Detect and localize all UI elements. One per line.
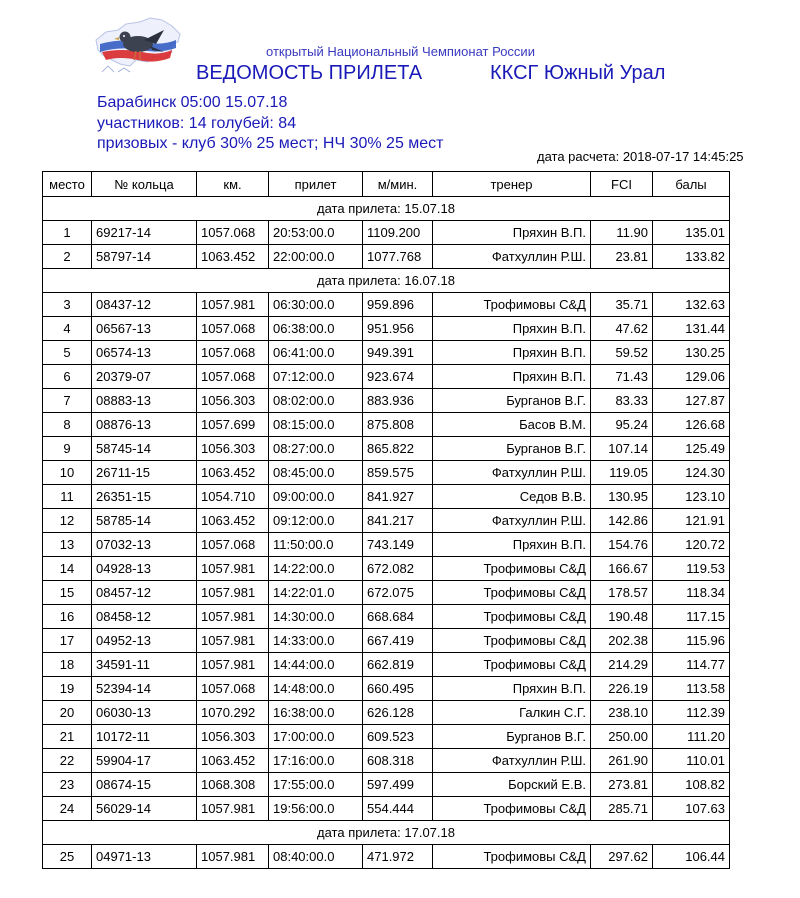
- cell-ring: 58785-14: [92, 509, 197, 533]
- cell-points: 118.34: [653, 581, 730, 605]
- cell-fci: 83.33: [591, 389, 653, 413]
- table-row: [43, 773, 730, 797]
- cell-arrival: 08:02:00.0: [269, 389, 363, 413]
- cell-arrival: 06:38:00.0: [269, 317, 363, 341]
- cell-speed: 959.896: [363, 293, 433, 317]
- cell-arrival: 07:12:00.0: [269, 365, 363, 389]
- cell-ring: 08876-13: [92, 413, 197, 437]
- pigeon-russia-flag-icon: [92, 10, 184, 78]
- cell-points: 111.20: [653, 725, 730, 749]
- cell-place: 23: [43, 773, 92, 797]
- cell-trainer: Борский Е.В.: [433, 773, 591, 797]
- cell-km: 1056.303: [197, 437, 269, 461]
- cell-speed: 1077.768: [363, 245, 433, 269]
- cell-speed: 883.936: [363, 389, 433, 413]
- cell-ring: 56029-14: [92, 797, 197, 821]
- cell-trainer: Трофимовы С&Д: [433, 605, 591, 629]
- table-row: [43, 605, 730, 629]
- cell-place: 15: [43, 581, 92, 605]
- column-header-place: место: [43, 172, 92, 197]
- cell-place: 4: [43, 317, 92, 341]
- prizes-info: призовых - клуб 30% 25 мест; НЧ 30% 25 мест: [97, 135, 444, 152]
- cell-km: 1057.981: [197, 605, 269, 629]
- cell-points: 121.91: [653, 509, 730, 533]
- cell-km: 1057.068: [197, 317, 269, 341]
- table-row: [43, 629, 730, 653]
- cell-km: 1057.699: [197, 413, 269, 437]
- cell-arrival: 08:15:00.0: [269, 413, 363, 437]
- cell-points: 125.49: [653, 437, 730, 461]
- championship-subtitle: открытый Национальный Чемпионат России: [266, 44, 535, 59]
- results-body: [43, 197, 730, 869]
- cell-trainer: Трофимовы С&Д: [433, 293, 591, 317]
- cell-trainer: Пряхин В.П.: [433, 221, 591, 245]
- cell-place: 8: [43, 413, 92, 437]
- cell-ring: 58745-14: [92, 437, 197, 461]
- cell-ring: 58797-14: [92, 245, 197, 269]
- cell-trainer: Трофимовы С&Д: [433, 797, 591, 821]
- table-row: [43, 725, 730, 749]
- table-row: [43, 533, 730, 557]
- cell-ring: 07032-13: [92, 533, 197, 557]
- cell-fci: 250.00: [591, 725, 653, 749]
- cell-points: 117.15: [653, 605, 730, 629]
- cell-speed: 865.822: [363, 437, 433, 461]
- cell-speed: 859.575: [363, 461, 433, 485]
- cell-speed: 951.956: [363, 317, 433, 341]
- cell-place: 12: [43, 509, 92, 533]
- cell-fci: 285.71: [591, 797, 653, 821]
- cell-ring: 08437-12: [92, 293, 197, 317]
- cell-fci: 154.76: [591, 533, 653, 557]
- cell-points: 127.87: [653, 389, 730, 413]
- column-header-speed: м/мин.: [363, 172, 433, 197]
- cell-points: 135.01: [653, 221, 730, 245]
- cell-fci: 226.19: [591, 677, 653, 701]
- cell-trainer: Трофимовы С&Д: [433, 653, 591, 677]
- cell-arrival: 16:38:00.0: [269, 701, 363, 725]
- cell-fci: 59.52: [591, 341, 653, 365]
- cell-place: 14: [43, 557, 92, 581]
- cell-km: 1070.292: [197, 701, 269, 725]
- cell-speed: 609.523: [363, 725, 433, 749]
- cell-fci: 142.86: [591, 509, 653, 533]
- cell-place: 10: [43, 461, 92, 485]
- cell-trainer: Пряхин В.П.: [433, 533, 591, 557]
- cell-place: 19: [43, 677, 92, 701]
- cell-ring: 04971-13: [92, 845, 197, 869]
- cell-arrival: 14:44:00.0: [269, 653, 363, 677]
- cell-speed: 841.217: [363, 509, 433, 533]
- cell-ring: 04952-13: [92, 629, 197, 653]
- cell-speed: 923.674: [363, 365, 433, 389]
- arrival-date-row: [43, 197, 730, 221]
- cell-trainer: Пряхин В.П.: [433, 317, 591, 341]
- cell-trainer: Трофимовы С&Д: [433, 581, 591, 605]
- cell-points: 107.63: [653, 797, 730, 821]
- cell-km: 1057.981: [197, 293, 269, 317]
- cell-speed: 554.444: [363, 797, 433, 821]
- table-row: [43, 437, 730, 461]
- cell-km: 1057.981: [197, 581, 269, 605]
- cell-arrival: 08:27:00.0: [269, 437, 363, 461]
- table-row: [43, 581, 730, 605]
- cell-km: 1057.981: [197, 845, 269, 869]
- cell-place: 13: [43, 533, 92, 557]
- cell-km: 1063.452: [197, 461, 269, 485]
- cell-points: 119.53: [653, 557, 730, 581]
- cell-points: 113.58: [653, 677, 730, 701]
- cell-speed: 672.075: [363, 581, 433, 605]
- cell-ring: 06030-13: [92, 701, 197, 725]
- column-header-km: км.: [197, 172, 269, 197]
- cell-speed: 949.391: [363, 341, 433, 365]
- cell-speed: 667.419: [363, 629, 433, 653]
- cell-ring: 04928-13: [92, 557, 197, 581]
- arrival-date-label: дата прилета: 16.07.18: [43, 269, 730, 293]
- cell-trainer: Трофимовы С&Д: [433, 845, 591, 869]
- cell-ring: 69217-14: [92, 221, 197, 245]
- cell-speed: 875.808: [363, 413, 433, 437]
- results-table: [42, 171, 730, 869]
- cell-km: 1057.068: [197, 533, 269, 557]
- cell-points: 123.10: [653, 485, 730, 509]
- cell-place: 2: [43, 245, 92, 269]
- cell-fci: 71.43: [591, 365, 653, 389]
- cell-speed: 672.082: [363, 557, 433, 581]
- cell-place: 5: [43, 341, 92, 365]
- cell-points: 124.30: [653, 461, 730, 485]
- cell-trainer: Бурганов В.Г.: [433, 389, 591, 413]
- cell-points: 106.44: [653, 845, 730, 869]
- arrival-date-label: дата прилета: 15.07.18: [43, 197, 730, 221]
- cell-fci: 297.62: [591, 845, 653, 869]
- club-name: ККСГ Южный Урал: [490, 62, 666, 84]
- cell-speed: 841.927: [363, 485, 433, 509]
- cell-speed: 668.684: [363, 605, 433, 629]
- cell-trainer: Фатхуллин Р.Ш.: [433, 509, 591, 533]
- cell-points: 130.25: [653, 341, 730, 365]
- cell-speed: 608.318: [363, 749, 433, 773]
- cell-arrival: 14:22:01.0: [269, 581, 363, 605]
- cell-km: 1054.710: [197, 485, 269, 509]
- table-row: [43, 413, 730, 437]
- cell-place: 18: [43, 653, 92, 677]
- table-row: [43, 797, 730, 821]
- table-row: [43, 845, 730, 869]
- table-row: [43, 557, 730, 581]
- cell-place: 17: [43, 629, 92, 653]
- cell-arrival: 06:41:00.0: [269, 341, 363, 365]
- cell-km: 1057.068: [197, 677, 269, 701]
- cell-arrival: 06:30:00.0: [269, 293, 363, 317]
- cell-points: 131.44: [653, 317, 730, 341]
- cell-place: 7: [43, 389, 92, 413]
- cell-arrival: 11:50:00.0: [269, 533, 363, 557]
- table-row: [43, 749, 730, 773]
- cell-speed: 743.149: [363, 533, 433, 557]
- table-row: [43, 293, 730, 317]
- cell-trainer: Бурганов В.Г.: [433, 437, 591, 461]
- race-info: Барабинск 05:00 15.07.18: [97, 94, 288, 111]
- cell-trainer: Пряхин В.П.: [433, 341, 591, 365]
- cell-trainer: Трофимовы С&Д: [433, 629, 591, 653]
- cell-fci: 178.57: [591, 581, 653, 605]
- cell-arrival: 09:00:00.0: [269, 485, 363, 509]
- cell-trainer: Пряхин В.П.: [433, 677, 591, 701]
- cell-km: 1057.068: [197, 221, 269, 245]
- cell-trainer: Пряхин В.П.: [433, 365, 591, 389]
- cell-arrival: 17:16:00.0: [269, 749, 363, 773]
- cell-ring: 34591-11: [92, 653, 197, 677]
- cell-arrival: 14:30:00.0: [269, 605, 363, 629]
- cell-fci: 190.48: [591, 605, 653, 629]
- cell-points: 112.39: [653, 701, 730, 725]
- cell-ring: 08674-15: [92, 773, 197, 797]
- cell-ring: 52394-14: [92, 677, 197, 701]
- cell-km: 1063.452: [197, 245, 269, 269]
- cell-points: 126.68: [653, 413, 730, 437]
- cell-fci: 273.81: [591, 773, 653, 797]
- cell-place: 25: [43, 845, 92, 869]
- cell-fci: 166.67: [591, 557, 653, 581]
- cell-fci: 107.14: [591, 437, 653, 461]
- cell-km: 1056.303: [197, 725, 269, 749]
- cell-points: 129.06: [653, 365, 730, 389]
- column-header-ring: № кольца: [92, 172, 197, 197]
- cell-ring: 08458-12: [92, 605, 197, 629]
- cell-speed: 1109.200: [363, 221, 433, 245]
- cell-place: 21: [43, 725, 92, 749]
- cell-arrival: 14:48:00.0: [269, 677, 363, 701]
- cell-speed: 662.819: [363, 653, 433, 677]
- cell-trainer: Трофимовы С&Д: [433, 557, 591, 581]
- calculation-date: дата расчета: 2018-07-17 14:45:25: [537, 149, 744, 164]
- cell-ring: 26711-15: [92, 461, 197, 485]
- cell-trainer: Фатхуллин Р.Ш.: [433, 749, 591, 773]
- cell-points: 120.72: [653, 533, 730, 557]
- cell-ring: 59904-17: [92, 749, 197, 773]
- table-row: [43, 461, 730, 485]
- cell-place: 1: [43, 221, 92, 245]
- cell-fci: 202.38: [591, 629, 653, 653]
- cell-ring: 20379-07: [92, 365, 197, 389]
- column-header-arrival: прилет: [269, 172, 363, 197]
- table-row: [43, 653, 730, 677]
- cell-fci: 23.81: [591, 245, 653, 269]
- cell-km: 1057.068: [197, 341, 269, 365]
- cell-points: 114.77: [653, 653, 730, 677]
- table-row: [43, 245, 730, 269]
- cell-speed: 660.495: [363, 677, 433, 701]
- table-row: [43, 701, 730, 725]
- column-header-trainer: тренер: [433, 172, 591, 197]
- cell-trainer: Седов В.В.: [433, 485, 591, 509]
- cell-points: 132.63: [653, 293, 730, 317]
- cell-km: 1057.981: [197, 629, 269, 653]
- cell-arrival: 08:45:00.0: [269, 461, 363, 485]
- cell-fci: 130.95: [591, 485, 653, 509]
- cell-km: 1057.981: [197, 557, 269, 581]
- cell-trainer: Басов В.М.: [433, 413, 591, 437]
- cell-km: 1056.303: [197, 389, 269, 413]
- table-row: [43, 509, 730, 533]
- cell-points: 108.82: [653, 773, 730, 797]
- cell-ring: 06567-13: [92, 317, 197, 341]
- cell-fci: 238.10: [591, 701, 653, 725]
- cell-place: 9: [43, 437, 92, 461]
- cell-arrival: 20:53:00.0: [269, 221, 363, 245]
- cell-place: 6: [43, 365, 92, 389]
- cell-ring: 10172-11: [92, 725, 197, 749]
- cell-place: 20: [43, 701, 92, 725]
- cell-km: 1063.452: [197, 509, 269, 533]
- cell-speed: 471.972: [363, 845, 433, 869]
- arrival-date-row: [43, 821, 730, 845]
- cell-arrival: 14:22:00.0: [269, 557, 363, 581]
- cell-km: 1057.981: [197, 797, 269, 821]
- table-row: [43, 221, 730, 245]
- arrival-date-label: дата прилета: 17.07.18: [43, 821, 730, 845]
- cell-arrival: 19:56:00.0: [269, 797, 363, 821]
- arrival-date-row: [43, 269, 730, 293]
- cell-fci: 95.24: [591, 413, 653, 437]
- table-row: [43, 341, 730, 365]
- cell-fci: 119.05: [591, 461, 653, 485]
- cell-place: 22: [43, 749, 92, 773]
- table-row: [43, 485, 730, 509]
- cell-place: 16: [43, 605, 92, 629]
- cell-arrival: 14:33:00.0: [269, 629, 363, 653]
- cell-ring: 26351-15: [92, 485, 197, 509]
- column-header-points: балы: [653, 172, 730, 197]
- table-header-row: [43, 172, 730, 197]
- cell-speed: 597.499: [363, 773, 433, 797]
- cell-points: 133.82: [653, 245, 730, 269]
- table-row: [43, 389, 730, 413]
- cell-trainer: Галкин С.Г.: [433, 701, 591, 725]
- participants-info: участников: 14 голубей: 84: [97, 115, 297, 132]
- cell-km: 1063.452: [197, 749, 269, 773]
- column-header-fci: FCI: [591, 172, 653, 197]
- cell-trainer: Фатхуллин Р.Ш.: [433, 245, 591, 269]
- cell-points: 110.01: [653, 749, 730, 773]
- cell-arrival: 17:55:00.0: [269, 773, 363, 797]
- cell-speed: 626.128: [363, 701, 433, 725]
- cell-arrival: 22:00:00.0: [269, 245, 363, 269]
- cell-fci: 261.90: [591, 749, 653, 773]
- cell-points: 115.96: [653, 629, 730, 653]
- cell-fci: 47.62: [591, 317, 653, 341]
- table-row: [43, 677, 730, 701]
- cell-arrival: 08:40:00.0: [269, 845, 363, 869]
- cell-place: 11: [43, 485, 92, 509]
- cell-place: 24: [43, 797, 92, 821]
- table-row: [43, 317, 730, 341]
- cell-arrival: 09:12:00.0: [269, 509, 363, 533]
- cell-km: 1057.068: [197, 365, 269, 389]
- table-row: [43, 365, 730, 389]
- cell-trainer: Фатхуллин Р.Ш.: [433, 461, 591, 485]
- cell-trainer: Бурганов В.Г.: [433, 725, 591, 749]
- cell-km: 1057.981: [197, 653, 269, 677]
- cell-km: 1068.308: [197, 773, 269, 797]
- cell-ring: 06574-13: [92, 341, 197, 365]
- cell-ring: 08883-13: [92, 389, 197, 413]
- cell-place: 3: [43, 293, 92, 317]
- cell-fci: 11.90: [591, 221, 653, 245]
- cell-ring: 08457-12: [92, 581, 197, 605]
- page-title: ВЕДОМОСТЬ ПРИЛЕТА: [196, 62, 423, 84]
- cell-arrival: 17:00:00.0: [269, 725, 363, 749]
- cell-fci: 35.71: [591, 293, 653, 317]
- cell-fci: 214.29: [591, 653, 653, 677]
